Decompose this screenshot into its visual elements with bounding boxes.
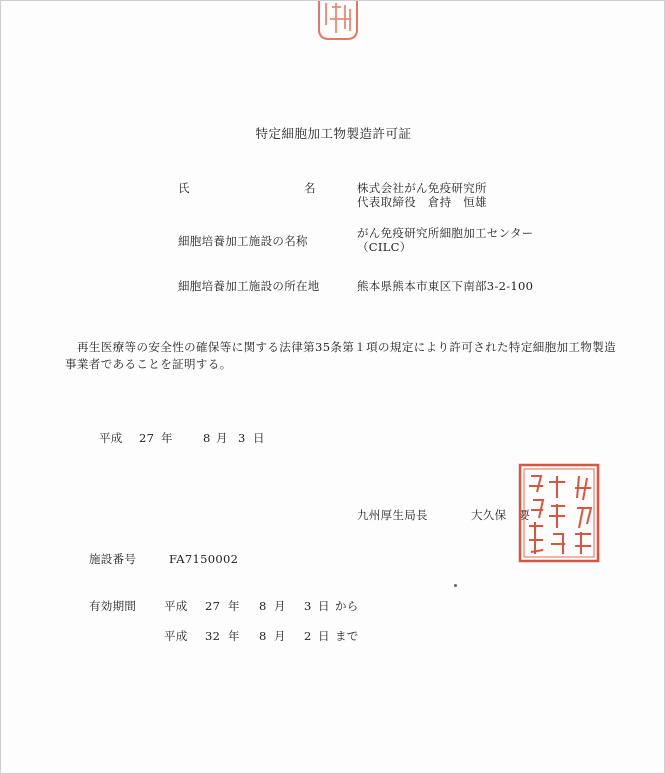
issue-year-unit: 年 (161, 431, 173, 445)
facility-number-label: 施設番号 (89, 552, 137, 566)
name-label-2: 名 (304, 181, 316, 195)
top-seal-fragment (317, 1, 359, 41)
name-label-1: 氏 (178, 181, 190, 195)
name-value-representative: 代表取締役 倉持 恒雄 (357, 195, 487, 209)
to-month-unit: 月 (274, 629, 286, 643)
issue-day: 3 (238, 431, 246, 445)
from-day: 3 (304, 599, 312, 613)
official-seal (517, 462, 601, 564)
name-value-company: 株式会社がん免疫研究所 (357, 181, 487, 195)
facility-address-label: 細胞培養加工施設の所在地 (178, 279, 320, 293)
to-era: 平成 (164, 629, 188, 643)
facility-name-value: がん免疫研究所細胞加工センター (357, 226, 534, 240)
from-month-unit: 月 (274, 599, 286, 613)
issue-year: 27 (139, 431, 155, 445)
issuer-title: 九州厚生局長 (357, 508, 428, 522)
to-day: 2 (304, 629, 312, 643)
validity-label: 有効期間 (89, 599, 137, 613)
speck (454, 584, 457, 587)
issue-era: 平成 (99, 431, 123, 445)
to-month: 8 (259, 629, 267, 643)
issue-day-unit: 日 (253, 431, 265, 445)
issue-month-unit: 月 (216, 431, 228, 445)
from-era: 平成 (164, 599, 188, 613)
facility-number-value: FA7150002 (169, 552, 239, 566)
issue-month: 8 (203, 431, 211, 445)
to-day-unit: 日 (318, 629, 330, 643)
certificate-title: 特定細胞加工物製造許可証 (255, 126, 412, 141)
to-year-unit: 年 (228, 629, 240, 643)
certification-statement: 再生医療等の安全性の確保等に関する法律第35条第１項の規定により許可された特定細胞加工物製造事業者であることを証明する。 (65, 340, 617, 371)
issuer-name: 大久保 要 (471, 508, 530, 522)
from-year-unit: 年 (228, 599, 240, 613)
from-month: 8 (259, 599, 267, 613)
facility-name-abbr: （CILC） (357, 240, 412, 254)
facility-address-value: 熊本県熊本市東区下南部3-2-100 (357, 279, 534, 293)
to-year: 32 (205, 629, 221, 643)
from-suffix: から (335, 599, 359, 613)
from-day-unit: 日 (318, 599, 330, 613)
to-suffix: まで (335, 629, 359, 643)
facility-name-label: 細胞培養加工施設の名称 (178, 234, 308, 248)
from-year: 27 (205, 599, 221, 613)
